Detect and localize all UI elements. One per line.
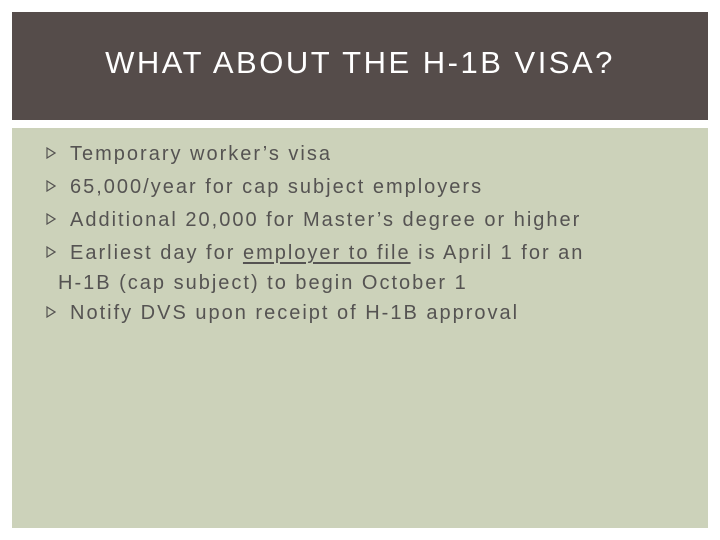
hollow-triangle-icon: [46, 180, 56, 192]
slide-title: WHAT ABOUT THE H-1B VISA?: [105, 45, 615, 80]
bullet-text: 65,000/year for cap subject employers: [70, 176, 484, 198]
hollow-triangle-icon: [46, 147, 56, 159]
hollow-triangle-icon: [46, 213, 56, 225]
bullet-item: [46, 204, 686, 237]
bullet-text: Earliest day for: [70, 242, 243, 264]
underlined-link-text[interactable]: employer to file: [242, 242, 411, 264]
bullet-item: [46, 297, 686, 330]
content-panel: [12, 128, 708, 528]
bullet-continuation: H-1B (cap subject) to begin October 1: [58, 272, 468, 294]
title-bar: [12, 12, 708, 120]
bullet-text: Notify DVS upon receipt of H-1B approval: [70, 302, 520, 324]
bullet-text: Temporary worker’s visa: [70, 143, 332, 165]
bullet-item: [46, 171, 686, 204]
bullet-item: [46, 138, 686, 171]
bullet-item: [46, 237, 686, 297]
hollow-triangle-icon: [46, 246, 56, 258]
bullet-text: Additional 20,000 for Master’s degree or higher: [70, 209, 582, 231]
bullet-text: is April 1 for an: [410, 242, 585, 264]
bullet-list: [46, 138, 686, 330]
hollow-triangle-icon: [46, 306, 56, 318]
